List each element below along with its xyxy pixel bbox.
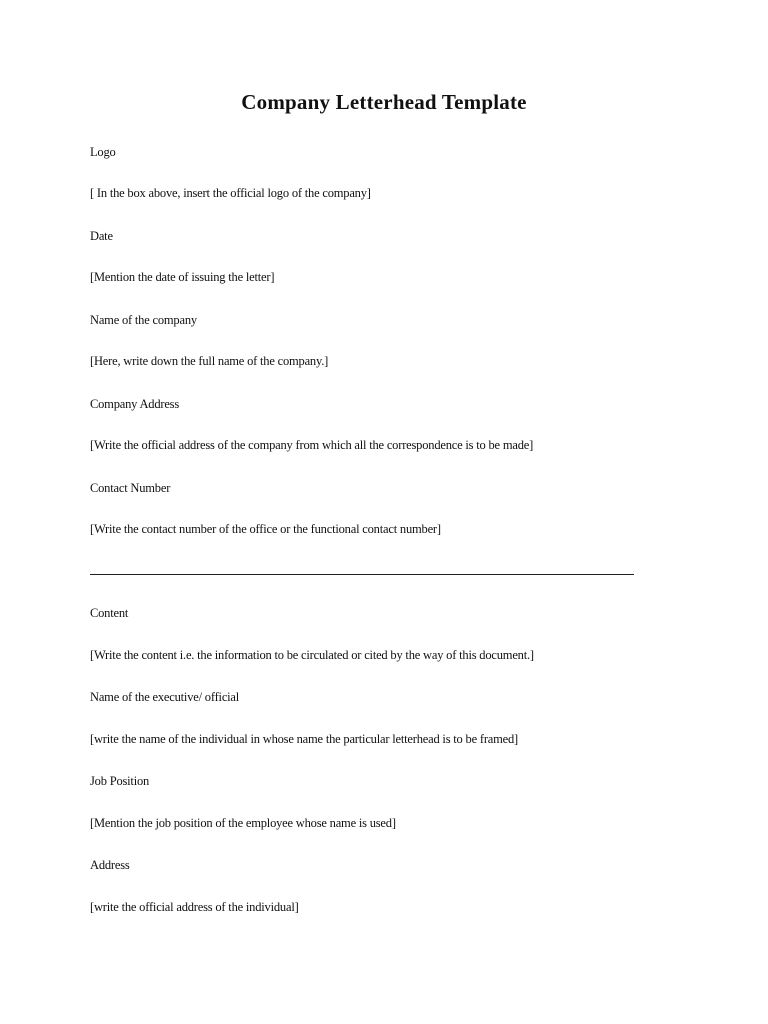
field-label-job-position: Job Position [90,774,150,788]
field-label-executive-name: Name of the executive/ official [90,690,240,704]
field-label-company-address: Company Address [90,397,180,411]
field-label-company-name: Name of the company [90,313,197,327]
field-label-logo: Logo [90,145,116,159]
field-hint-executive-name: [write the name of the individual in whose name the particular letterhead is to be framed] [90,732,519,746]
field-hint-address: [write the official address of the individual] [90,900,299,914]
field-hint-content: [Write the content i.e. the information to be circulated or cited by the way of this document.] [90,648,534,662]
field-label-address: Address [90,858,130,872]
field-hint-contact-number: [Write the contact number of the office or the functional contact number] [90,522,441,536]
field-hint-company-name: [Here, write down the full name of the company.] [90,354,329,368]
field-hint-job-position: [Mention the job position of the employee whose name is used] [90,816,396,830]
document-title: Company Letterhead Template [241,90,527,114]
section-divider [90,574,634,575]
field-label-content: Content [90,606,129,620]
field-label-date: Date [90,229,113,243]
field-hint-date: [Mention the date of issuing the letter] [90,270,275,284]
field-hint-logo: [ In the box above, insert the official logo of the company] [90,186,371,200]
field-hint-company-address: [Write the official address of the company from which all the correspondence is to be made] [90,438,534,452]
field-label-contact-number: Contact Number [90,481,171,495]
